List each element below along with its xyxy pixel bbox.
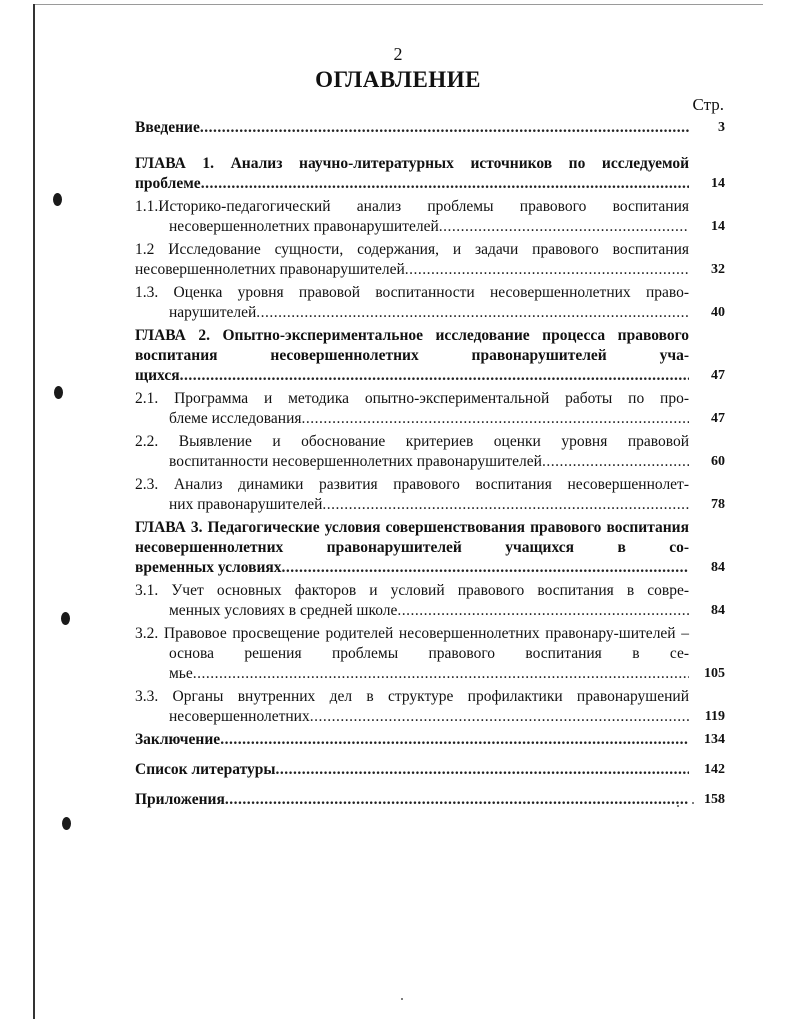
toc-entry xyxy=(135,687,725,727)
toc-page-number: 142 xyxy=(704,762,725,777)
toc-entry-title-continuation: воспитанности несовершеннолетних правонарушителей xyxy=(169,453,542,470)
toc-entry-title: ГЛАВА 1. Анализ научно-литературных источников по исследуемой xyxy=(135,155,689,172)
toc-entry-title-continuation: менных условиях в средней школе xyxy=(169,602,398,619)
toc-entry-title: 3.3. Органы внутренних дел в структуре профилактики правонарушений xyxy=(135,688,689,705)
toc-page-number: 47 xyxy=(711,368,725,383)
toc-entry xyxy=(135,118,725,138)
toc-page-number: 158 xyxy=(704,792,725,807)
toc-page-number: 84 xyxy=(711,560,725,575)
toc-page-number: 105 xyxy=(704,666,725,681)
toc-page-number: 134 xyxy=(704,732,725,747)
dot-leader xyxy=(405,260,689,280)
toc-page-number: 14 xyxy=(711,219,725,234)
toc-entry-title-continuation: несовершеннолетних правонарушителей xyxy=(135,261,405,278)
toc-page-number: 47 xyxy=(711,411,725,426)
page-border-top xyxy=(33,4,763,5)
page-number: 2 xyxy=(393,44,403,64)
toc-entry xyxy=(135,197,725,237)
dot-leader xyxy=(225,790,689,810)
toc-entry xyxy=(135,283,725,323)
toc-entry-title-continuation: щихся xyxy=(135,367,180,384)
toc-entry-title-continuation: нарушителей xyxy=(169,304,257,321)
toc-entry xyxy=(135,790,725,810)
dot-leader xyxy=(542,452,689,472)
toc-entry xyxy=(135,432,725,472)
toc-entry-title: 1.3. Оценка уровня правовой воспитанности несовершеннолетних право- xyxy=(135,284,689,301)
toc-page-number: 14 xyxy=(711,176,725,191)
toc-page-number: 78 xyxy=(711,497,725,512)
toc-entry-title: Заключение xyxy=(135,731,221,748)
punch-hole xyxy=(62,817,71,830)
dot-leader xyxy=(256,303,689,323)
punch-hole xyxy=(53,193,62,206)
toc-entry-title-continuation: них правонарушителей xyxy=(169,496,323,513)
dot-leader xyxy=(201,174,689,194)
page-border-left xyxy=(33,4,35,1019)
toc-entry-title: ГЛАВА 2. Опытно-экспериментальное исследование процесса правового воспитания несовершеннолетних правонарушителей уча- xyxy=(135,327,689,364)
dot-leader xyxy=(275,760,689,780)
toc-page-number: 40 xyxy=(711,305,725,320)
toc-page-number: 84 xyxy=(711,603,725,618)
toc-entry xyxy=(135,760,725,780)
dot-leader xyxy=(302,409,690,429)
toc-entry xyxy=(135,581,725,621)
toc-entry xyxy=(135,475,725,515)
dot-leader xyxy=(180,366,689,386)
toc-entry-title: Список литературы xyxy=(135,761,276,778)
toc-entry-title: 2.1. Программа и методика опытно-экспериментальной работы по про- xyxy=(135,390,689,407)
dot-leader xyxy=(397,601,689,621)
toc-entry-title-continuation: проблеме xyxy=(135,175,201,192)
toc-entry-title: 3.2. Правовое просвещение родителей несовершеннолетних правонару-шителей – основа решения проблемы правового воспитания в се- xyxy=(135,625,689,662)
table-of-contents xyxy=(135,118,725,810)
toc-page-number: 60 xyxy=(711,454,725,469)
toc-entry-title: 1.1.Историко-педагогический анализ проблемы правового воспитания xyxy=(135,198,689,215)
toc-entry xyxy=(135,326,725,386)
dot-leader xyxy=(193,664,689,684)
dot-leader xyxy=(200,118,689,138)
toc-entry xyxy=(135,624,725,684)
toc-entry-title-continuation: временных условиях xyxy=(135,559,282,576)
toc-entry-title: Приложения xyxy=(135,791,225,808)
dot-leader xyxy=(439,217,689,237)
toc-entry-title-continuation: мье xyxy=(169,665,193,682)
dot-leader xyxy=(220,730,689,750)
toc-entry xyxy=(135,518,725,578)
toc-entry-title: ГЛАВА 3. Педагогические условия совершенствования правового воспитания несовершеннолетних правонарушителей учащихся в со- xyxy=(135,519,689,556)
pages-column-label: Стр. xyxy=(692,95,724,114)
dot-leader xyxy=(322,495,689,515)
toc-entry-title: 2.3. Анализ динамики развития правового воспитания несовершеннолет- xyxy=(135,476,689,493)
toc-entry xyxy=(135,389,725,429)
toc-page-number: 119 xyxy=(704,709,725,724)
dot-leader xyxy=(310,707,689,727)
toc-entry xyxy=(135,154,725,194)
punch-hole xyxy=(54,386,63,399)
toc-entry-title-continuation: блеме исследования xyxy=(169,410,302,427)
scan-speck xyxy=(401,998,403,1000)
toc-page-number: 32 xyxy=(711,262,725,277)
toc-page-number: 3 xyxy=(718,120,725,135)
page-title: ОГЛАВЛЕНИЕ xyxy=(315,67,481,92)
toc-entry xyxy=(135,730,725,750)
toc-entry-title-continuation: несовершеннолетних xyxy=(169,708,310,725)
toc-entry-title: 3.1. Учет основных факторов и условий правового воспитания в совре- xyxy=(135,582,689,599)
toc-entry-title: 1.2 Исследование сущности, содержания, и задачи правового воспитания xyxy=(135,241,689,258)
punch-hole xyxy=(61,612,70,625)
toc-entry-title: Введение xyxy=(135,119,200,136)
dot-leader xyxy=(282,558,689,578)
toc-entry-title-continuation: несовершеннолетних правонарушителей xyxy=(169,218,439,235)
toc-entry-title: 2.2. Выявление и обоснование критериев оценки уровня правовой xyxy=(135,433,689,450)
toc-entry xyxy=(135,240,725,280)
